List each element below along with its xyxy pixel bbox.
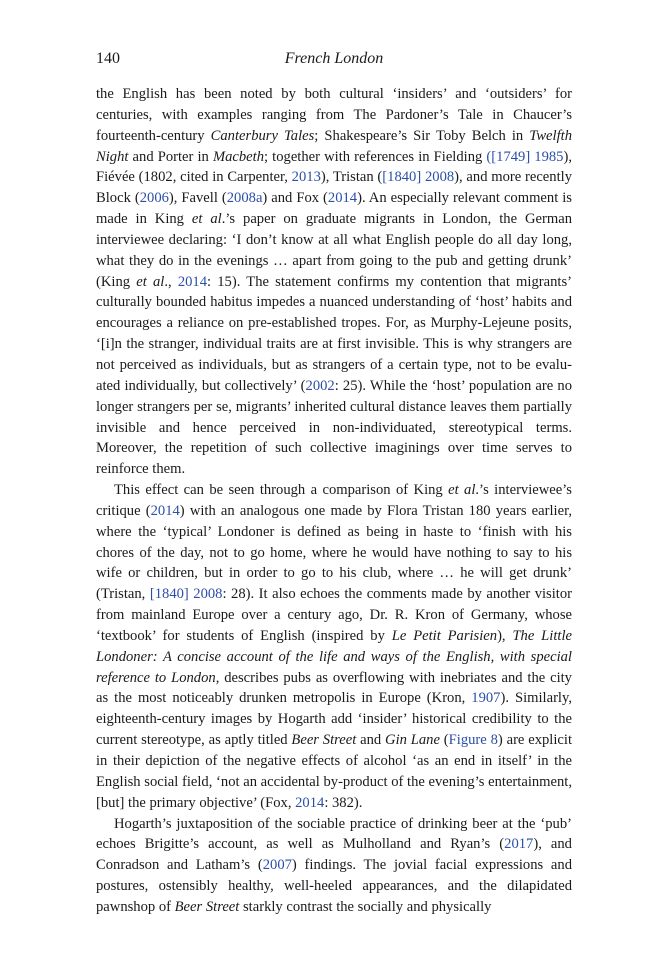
citation-link-tristan[interactable]: [1840] [382, 169, 422, 186]
body-text [96, 84, 572, 918]
citation-link-king-critique[interactable]: 2014 [150, 502, 180, 519]
paragraph-3: Hogarth’s juxtaposition of the sociable practice of drinking beer at the ‘pub’ echoes Brigitte’s account, as well as Mulholland and Ryan’s (2017), and Conradson and Latham’s (2007) findings. The jovial facial expressions and postures, ostensibly healthy, well-heeled appearances, and the dilapidated pawnshop of Beer Street starkly contrast the socially and physically [96, 815, 572, 915]
citation-link-tristan-2008[interactable]: 2008 [424, 169, 455, 186]
citation-link-murphy-lejeune[interactable]: 2002 [305, 377, 335, 394]
running-head [96, 48, 572, 70]
paragraph-2: This effect can be seen through a comparison of King et al.’s interviewee’s critique (2014) with an analogous one made by Flora Tristan 180 years earlier, where the ‘typical’ Londoner is defined as being in haste to ‘finish with his chores of the day, not to go home, where he would have nothing to say to his wife or children, but in order to go to his club, where … he will get drunk’ (Tristan, [1840] 2008: 28). It also echoes the comments made by another visitor from mainland Europe over a century ago, Dr. R. Kron of Germany, whose ‘textbook’ for students of English (inspired by Le Petit Parisien), The Little Londoner: A concise account of the life and ways of the English, with special reference to London, describes pubs as overflowing with inebriates and the city as the most noticeably drunken metropolis in Europe (Kron, 1907). Similarly, eighteenth-century images by Hogarth add ‘insider’ historical credibility to the current stereotype, as aptly titled Beer Street and Gin Lane (Figure 8) are explicit in their depiction of the negative effects of alcohol ‘as an end in itself’ in the English social field, ‘not an accidental by-product of the evening’s entertainment, [but] the primary objective’ (Fox, 2014: 382). [96, 482, 573, 811]
citation-link-fox[interactable]: 2014 [327, 190, 358, 207]
figure-8-link[interactable]: Figure 8 [448, 732, 498, 749]
citation-link-favell[interactable]: 2008a [226, 190, 263, 207]
citation-link-fox-382[interactable]: 2014 [295, 794, 325, 811]
book-title: French London [284, 50, 384, 67]
citation-link-tristan-full[interactable]: [1840] 2008 [149, 586, 223, 603]
citation-link-conradson-latham[interactable]: 2007 [262, 857, 292, 874]
citation-link-king[interactable]: 2014 [177, 273, 208, 290]
citation-link-fielding[interactable]: ([1749] 1985 [486, 148, 564, 165]
citation-link-carpenter[interactable]: 2013 [291, 169, 321, 186]
citation-link-mulholland-ryan[interactable]: 2017 [504, 836, 534, 853]
paragraph-1: the English has been noted by both cultural ‘insiders’ and ‘outsiders’ for centuries, with examples ranging from The Pardoner’s Tale in Chaucer’s fourteenth-century Canterbury Tales; Shakespeare’s Sir Toby Belch in Twelfth Night and Porter in Macbeth; together with references in Fielding ([1749] 1985), Fiévée (1802, cited in Carpenter, 2013), Tristan ([1840] 2008), and more recently Block (2006), Favell (2008a) and Fox (2014). An especially relevant comment is made in King et al.’s paper on graduate migrants in London, the German interviewee declaring: ‘I don’t know at all what English people do all day long, what they do in the evenings … apart from going to the pub and getting drunk’ (King et al., 2014: 15). The statement confirms my contention that migrants’ culturally bounded habitus impedes a nuanced understanding of ‘host’ habits and encourages a reliance on pre-established tropes. For, as Murphy-Lejeune posits, ‘[i]n the stranger, individual traits are at first invisible. This is why strangers are not perceived as individuals, but as strangers of a certain type, not to be evaluated individually, but collectively’ (2002: 25). While the ‘host’ population are no longer strangers per se, migrants’ inherited cultural distance leaves them partially invisible and hence perceived in non-individuated, stereotypical terms. Moreover, the repetition of such collective imaginings over time serves to reinforce them. [96, 86, 572, 478]
page-number: 140 [96, 50, 120, 67]
citation-link-block[interactable]: 2006 [139, 190, 169, 207]
citation-link-kron[interactable]: 1907 [471, 690, 501, 707]
